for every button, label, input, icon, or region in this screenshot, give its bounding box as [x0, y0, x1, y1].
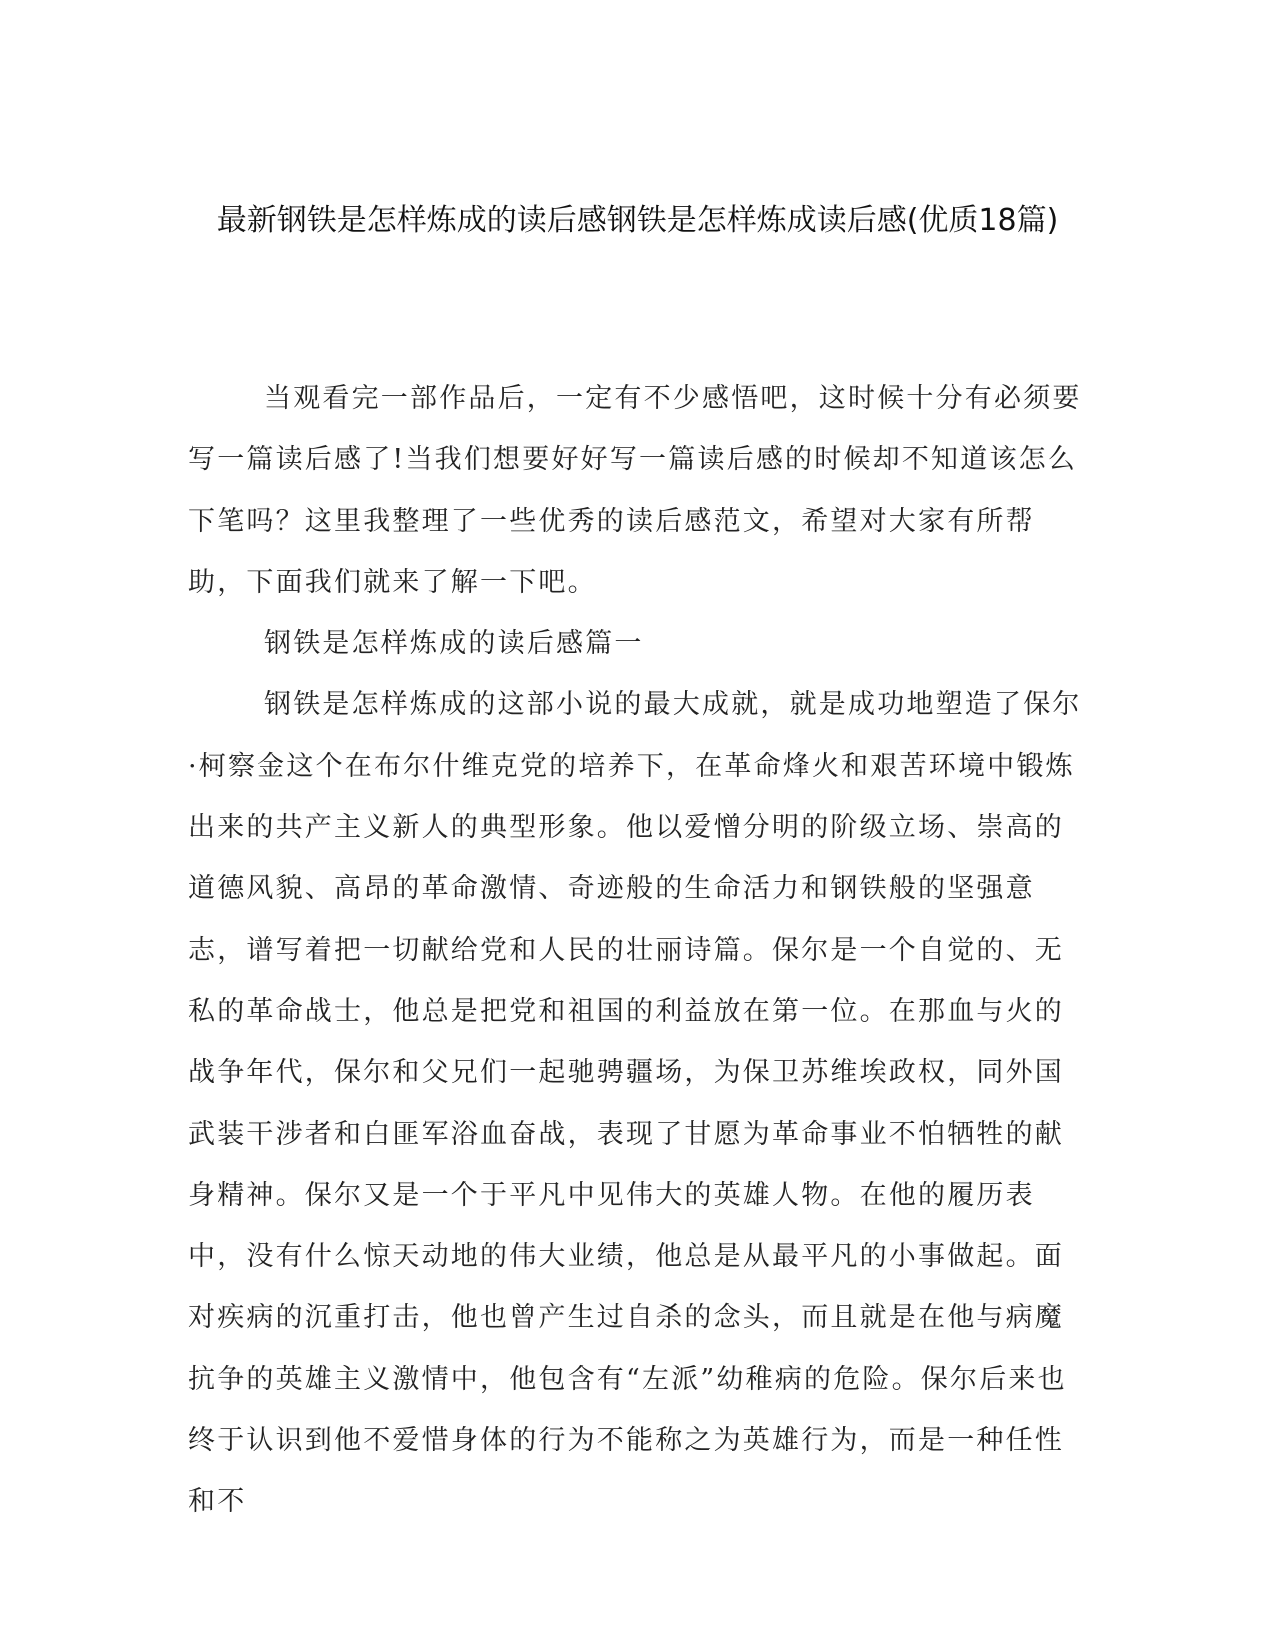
document-body — [188, 368, 1088, 1533]
body-paragraph: 钢铁是怎样炼成的这部小说的最大成就，就是成功地塑造了保尔·柯察金这个在布尔什维克党的培养下，在革命烽火和艰苦环境中锻炼出来的共产主义新人的典型形象。他以爱憎分明的阶级立场、崇高的道德风貌、高昂的革命激情、奇迹般的生命活力和钢铁般的坚强意志，谱写着把一切献给党和人民的壮丽诗篇。保尔是一个自觉的、无私的革命战士，他总是把党和祖国的利益放在第一位。在那血与火的战争年代，保尔和父兄们一起驰骋疆场，为保卫苏维埃政权，同外国武装干涉者和白匪军浴血奋战，表现了甘愿为革命事业不怕牺牲的献身精神。保尔又是一个于平凡中见伟大的英雄人物。在他的履历表中，没有什么惊天动地的伟大业绩，他总是从最平凡的小事做起。面对疾病的沉重打击，他也曾产生过自杀的念头，而且就是在他与病魔抗争的英雄主义激情中，他包含有“左派”幼稚病的危险。保尔后来也终于认识到他不爱惜身体的行为不能称之为英雄行为，而是一种任性和不 — [188, 689, 1082, 1518]
section-heading: 钢铁是怎样炼成的读后感篇一 — [264, 628, 644, 660]
document-title: 最新钢铁是怎样炼成的读后感钢铁是怎样炼成读后感(优质18篇) — [216, 203, 1059, 238]
intro-paragraph: 当观看完一部作品后，一定有不少感悟吧，这时候十分有必须要写一篇读后感了!当我们想要好好写一篇读后感的时候却不知道该怎么下笔吗？这里我整理了一些优秀的读后感范文，希望对大家有所帮助，下面我们就来了解一下吧。 — [188, 383, 1082, 598]
